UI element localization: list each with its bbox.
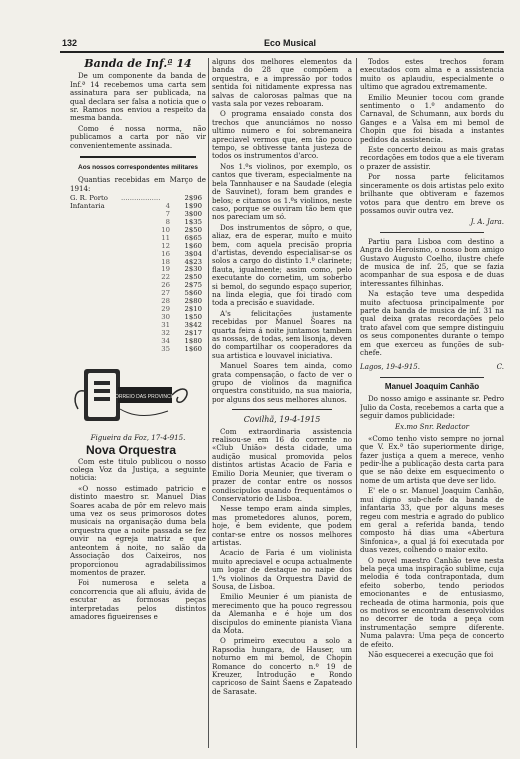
- unit-label: [70, 259, 121, 267]
- paragraph: O primeiro executou a solo a Rapsodia hungara, de Hauser, um noturno em mi bemol, de Chopin Romance do concerto n.º 19 de Kreuzer, Introdução e Rondo capricoso de Saint Saens e Zapateado de Sarasate.: [212, 636, 352, 696]
- unit-label: [70, 251, 121, 259]
- unit-number: 11: [161, 234, 170, 242]
- signature-place-date: Lagos, 19-4-915.: [360, 362, 421, 372]
- paragraph: Emilio Meunier tocou com grande sentimento o 1.º andamento do Carnaval, de Schumann, aux bords du Ganges e a Valsa em mi bemol de Chopin que foi bisada a instantes pedidos da assistencia.: [360, 92, 504, 144]
- column-1: [70, 58, 206, 748]
- section-heading: Nova Orquestra: [86, 443, 177, 458]
- paragraph: Como é nossa norma, não publicamos a carta por não vir convenientemente assinada.: [70, 123, 206, 150]
- payments-table: [70, 195, 202, 353]
- table-row: [70, 330, 202, 338]
- unit-label: [70, 282, 121, 290]
- unit-number: 27: [161, 290, 170, 298]
- unit-value: 4$23: [184, 257, 202, 266]
- paragraph: Com extraordinaria assistencia realisou-se em 16 do corrente no «Club União» desta cidade, uma audição musical promovida pelos distintos artistas Acacio de Faria e Emilio Doria Meunier, que tiveram o prazer de contar entre os nossos condiscipulos quando frequentámos o Conservatorio de Lisboa.: [212, 426, 352, 503]
- unit-label: [70, 235, 121, 243]
- paragraph: Nos 1.ºs violinos, por exemplo, os cantos que tiveram, especialmente na bela Tannhauser e na Saudade (elegia de Sauvinet), foram bem grandes e belos; e citamos os 1.ºs violinos, neste caso, porque se ouviram tão bem que nos pareciam um só.: [212, 161, 352, 222]
- paragraph: Por nossa parte felicitamos sinceramente os dois artistas pelo exito brilhante que obtiveram e fazemos votos para que dentro em breve os possamos ouvir outra vez.: [360, 172, 504, 215]
- paragraph: Do nosso amigo e assinante sr. Pedro Julio da Costa, recebemos a carta que a seguir damos publicidade:: [360, 394, 504, 421]
- unit-number: 26: [161, 282, 170, 290]
- column-divider: [356, 58, 357, 748]
- leader-dots: ..................: [120, 195, 161, 203]
- table-row: [70, 282, 202, 290]
- unit-value: 2$50: [184, 273, 202, 282]
- paragraph: Partiu para Lisboa com destino a Angra do Heroismo, o nosso bom amigo Gustavo Augusto Coelho, ilustre chefe de musica de inf. 25, que se fazia acompanhar de sua esposa e de duas interessantes filhinhas.: [360, 236, 504, 288]
- paragraph: A's felicitações justamente recebidas por Manuel Soares na quarta feira á noite juntamos tambem as nossas, de todas, sem lisonja, deven do compartilhar os cooperadores da sua artistica e louvavel iniciativa.: [212, 308, 352, 360]
- table-row: [70, 259, 202, 267]
- unit-value: 2$96: [184, 194, 202, 203]
- unit-value: 6$65: [184, 233, 202, 242]
- unit-label: [70, 306, 121, 314]
- table-row: [70, 314, 202, 322]
- paragraph: Todos estes trechos foram executados com alma e a assistencia muito os aplaudiu, especialmente o ultimo que agradou extremamente.: [360, 58, 504, 92]
- table-row: [70, 266, 202, 274]
- unit-value: 2$50: [184, 225, 202, 234]
- unit-number: 16: [161, 250, 170, 258]
- unit-value: 2$30: [184, 265, 202, 274]
- paragraph: Quantias recebidas em Março de 1914:: [70, 175, 206, 193]
- unit-label: Infantaria: [70, 202, 105, 211]
- paragraph: Emilio Meunier é um pianista de merecimento que ha pouco regressou da Alemanha e é hoje um dos discipulos do eminente pianista Viana da Mota.: [212, 592, 352, 635]
- unit-number: 28: [161, 298, 170, 306]
- separator-rule: [380, 377, 484, 378]
- paragraph: «O nosso estimado patricio e distinto maestro sr. Manuel Dias Soares acaba de pôr em relevo mais uma vez os seus primorosos dotes musicais na organisação duma bela orquestra que a noite passada se fez ouvir na egreja matriz e que anteontem á noite, no salão da Associação dos Caixeiros, nos proporcionou agradabilissimos momentos de prazer.: [70, 483, 206, 577]
- paragraph: O programa ensaiado consta dos trechos que anunciámos no nosso ultimo numero e foi sobremaneira apreciavel vermos que, em tão pouco tempo, se obtivesse tanta justeza de todos os instrumentos d'arco.: [212, 109, 352, 161]
- unit-label: [70, 330, 121, 338]
- unit-label: [70, 314, 121, 322]
- unit-value: 1$60: [184, 344, 202, 353]
- table-row: [70, 211, 202, 219]
- unit-label: [70, 274, 121, 282]
- paragraph: alguns dos melhores elementos da banda do 28 que compõem a orquestra, e a impressão por todos sentida foi nitidamente expressa nas salvas de calorosas palmas que na vasta sala por vezes reboaram.: [212, 58, 352, 109]
- unit-label: [70, 211, 121, 219]
- unit-value: 1$35: [184, 218, 202, 226]
- unit-label: [70, 346, 121, 354]
- unit-number: 32: [161, 329, 170, 337]
- unit-label: [70, 338, 121, 346]
- unit-number: 12: [161, 242, 170, 250]
- unit-value: 1$50: [184, 312, 202, 321]
- unit-number: 35: [161, 345, 170, 353]
- unit-number: 29: [161, 305, 170, 313]
- table-row: [70, 290, 202, 298]
- paragraph: Nesse tempo eram ainda simples, mas prometedores alunos, porem, hoje, é bem evidente, que podem contar-se entre os nossos melhores artistas.: [212, 504, 352, 547]
- table-row: [70, 306, 202, 314]
- unit-label: G. R. Porto: [70, 194, 108, 203]
- unit-label: [70, 266, 121, 274]
- section-heading: Aos nossos correspondentes militares: [78, 164, 198, 172]
- paragraph: Não esquecerei a execução que foi: [368, 650, 494, 659]
- paragraph: Manuel Soares tem ainda, como grata compensação, o facto de ver o grupo de violinos da magnifica orquestra constituido, na sua maioria, por alguns dos seus melhores alunos.: [212, 361, 352, 404]
- table-row: [70, 235, 202, 243]
- unit-value: 1$60: [184, 241, 202, 250]
- separator-rule: [380, 232, 484, 233]
- paragraph: «Como tenho visto sempre no jornal que V. Ex.ª tão superiormente dirige, fazer justiça a quem a merece, venho pedir-lhe a publicação desta carta para que se não deixe em esquecimento o nome de um artista que deve ser lido.: [360, 433, 504, 485]
- signature-initial: C.: [496, 362, 504, 372]
- unit-number: 22: [161, 274, 170, 282]
- column-2: [212, 58, 352, 748]
- unit-value: 5$60: [184, 289, 202, 298]
- unit-number: 30: [161, 313, 170, 321]
- unit-label: [70, 290, 121, 298]
- unit-value: 3$04: [184, 249, 202, 258]
- unit-label: [70, 322, 121, 330]
- paragraph: Dos instrumentos de sôpro, o que, aliaz, era de esperar, muito e muito bem, com aquela precisão propria d'artistas, devendo especialisar-se os solos a cargo do distinto 1.º clarinete; flauta, igualmente; assim como, pelo executante do cornetim, um soberbo si bemol, do segundo espaço superior, na linda elegia, que foi tirado com toda a precisão e suavidade.: [212, 222, 352, 308]
- dateline: Covilhã, 19-4-1915: [243, 415, 321, 425]
- unit-value: 2$17: [184, 328, 202, 337]
- table-row: [70, 338, 202, 346]
- paragraph: De um componente da banda de Inf.ª 14 recebemos uma carta sem assinatura para ser publicada, na qual declara ser falsa a noticia que o sr. Ramos nos enviou a respeito da mesma banda.: [70, 71, 206, 123]
- page-number: 132: [62, 38, 78, 48]
- unit-number: 31: [161, 321, 170, 329]
- signature-line: [360, 363, 504, 371]
- paragraph: Este concerto deixou as mais gratas recordações em todos que a ele tiveram o prazer de assistir.: [360, 145, 504, 171]
- table-row: [70, 298, 202, 306]
- table-row: [70, 219, 202, 227]
- salutation: Ex.mo Snr. Redactor: [394, 422, 470, 432]
- unit-label: [70, 243, 121, 251]
- periodical-title: Eco Musical: [264, 38, 317, 48]
- section-heading: Banda de Inf.ª 14: [84, 58, 192, 70]
- table-row: [70, 227, 202, 235]
- paragraph: Na estação teve uma despedida muito afectuosa principalmente por parte da banda de musica de inf. 31 na qual deixa gratas recordações pelo trato afavel com que sempre distinguiu os seus componentes durante o tempo em que exerceu as funções de sub-chefe.: [360, 289, 504, 357]
- correio-provincias-illustration: [70, 359, 198, 429]
- unit-number: 34: [161, 337, 170, 345]
- unit-value: 2$80: [184, 297, 202, 306]
- table-row: [70, 251, 202, 259]
- table-row: [70, 243, 202, 251]
- signature: J. A. Jara.: [470, 217, 504, 227]
- page-header: [62, 38, 502, 50]
- unit-value: 2$75: [184, 281, 202, 290]
- table-row: [70, 346, 202, 354]
- unit-label: [70, 219, 121, 227]
- unit-number: 8: [165, 219, 170, 226]
- unit-number: 19: [161, 266, 170, 274]
- separator-rule: [80, 156, 196, 158]
- paragraph: O novel maestro Canhão teve nesta bela peça uma inspiração sublime, cuja melodia é toda contrapontada, dum efeito soberbo, tendo periodos emocionantes e de entusiasmo, recheada de otima harmonia, pois que os motivos se encontram desenvolvidos no decorrer de toda a peça com instrumentação sempre diferente. Numa palavra: Uma peça de concerto de efeito.: [360, 555, 504, 649]
- table-row: [70, 203, 202, 211]
- column-divider: [208, 58, 209, 748]
- column-3: [360, 58, 504, 748]
- paragraph: Com este titulo publicou o nosso colega Voz da Justiça, a seguinte noticia:: [70, 456, 206, 483]
- unit-number: 18: [161, 258, 170, 266]
- section-heading: Manuel Joaquim Canhão: [384, 381, 480, 391]
- unit-value: 1$80: [184, 336, 202, 345]
- unit-label: [70, 227, 121, 235]
- unit-value: 2$10: [184, 304, 202, 313]
- paragraph: E' ele o sr. Manuel Joaquim Canhão, mui digno sub-chefe da banda de infantaria 33, que por alguns meses regeu com mestria e agrado do publico em geral a referida banda, tendo composto há dias uma «Abertura Sinfonica», a qual já foi executada por duas vezes, colhendo o maior exito.: [360, 486, 504, 555]
- unit-label: [70, 298, 121, 306]
- table-row: [70, 274, 202, 282]
- unit-number: 10: [161, 226, 170, 234]
- paragraph: Foi numerosa e seleta a concorrencia que ali afluiu, ávida de escutar as formosas peças interpretadas pelos distintos amadores figueirenses e: [70, 578, 206, 621]
- illustration-label: CORREIO DAS PROVINCIAS: [111, 394, 179, 401]
- header-rule: [60, 51, 504, 53]
- unit-value: 3$42: [184, 320, 202, 329]
- illustration-caption: Figueira da Foz, 17-4-915.: [90, 432, 186, 442]
- table-row: [70, 322, 202, 330]
- separator-rule: [232, 409, 332, 410]
- unit-value: 3$00: [184, 210, 202, 219]
- unit-number: 4: [165, 203, 170, 211]
- paragraph: Acacio de Faria é um violinista muito apreciavel e ocupa actualmente um logar de destaque no naipe dos 1.ºs violinos da Orquestra David de Sousa, de Lisboa.: [212, 548, 352, 591]
- unit-number: 7: [165, 211, 170, 219]
- unit-value: 1$90: [184, 202, 202, 211]
